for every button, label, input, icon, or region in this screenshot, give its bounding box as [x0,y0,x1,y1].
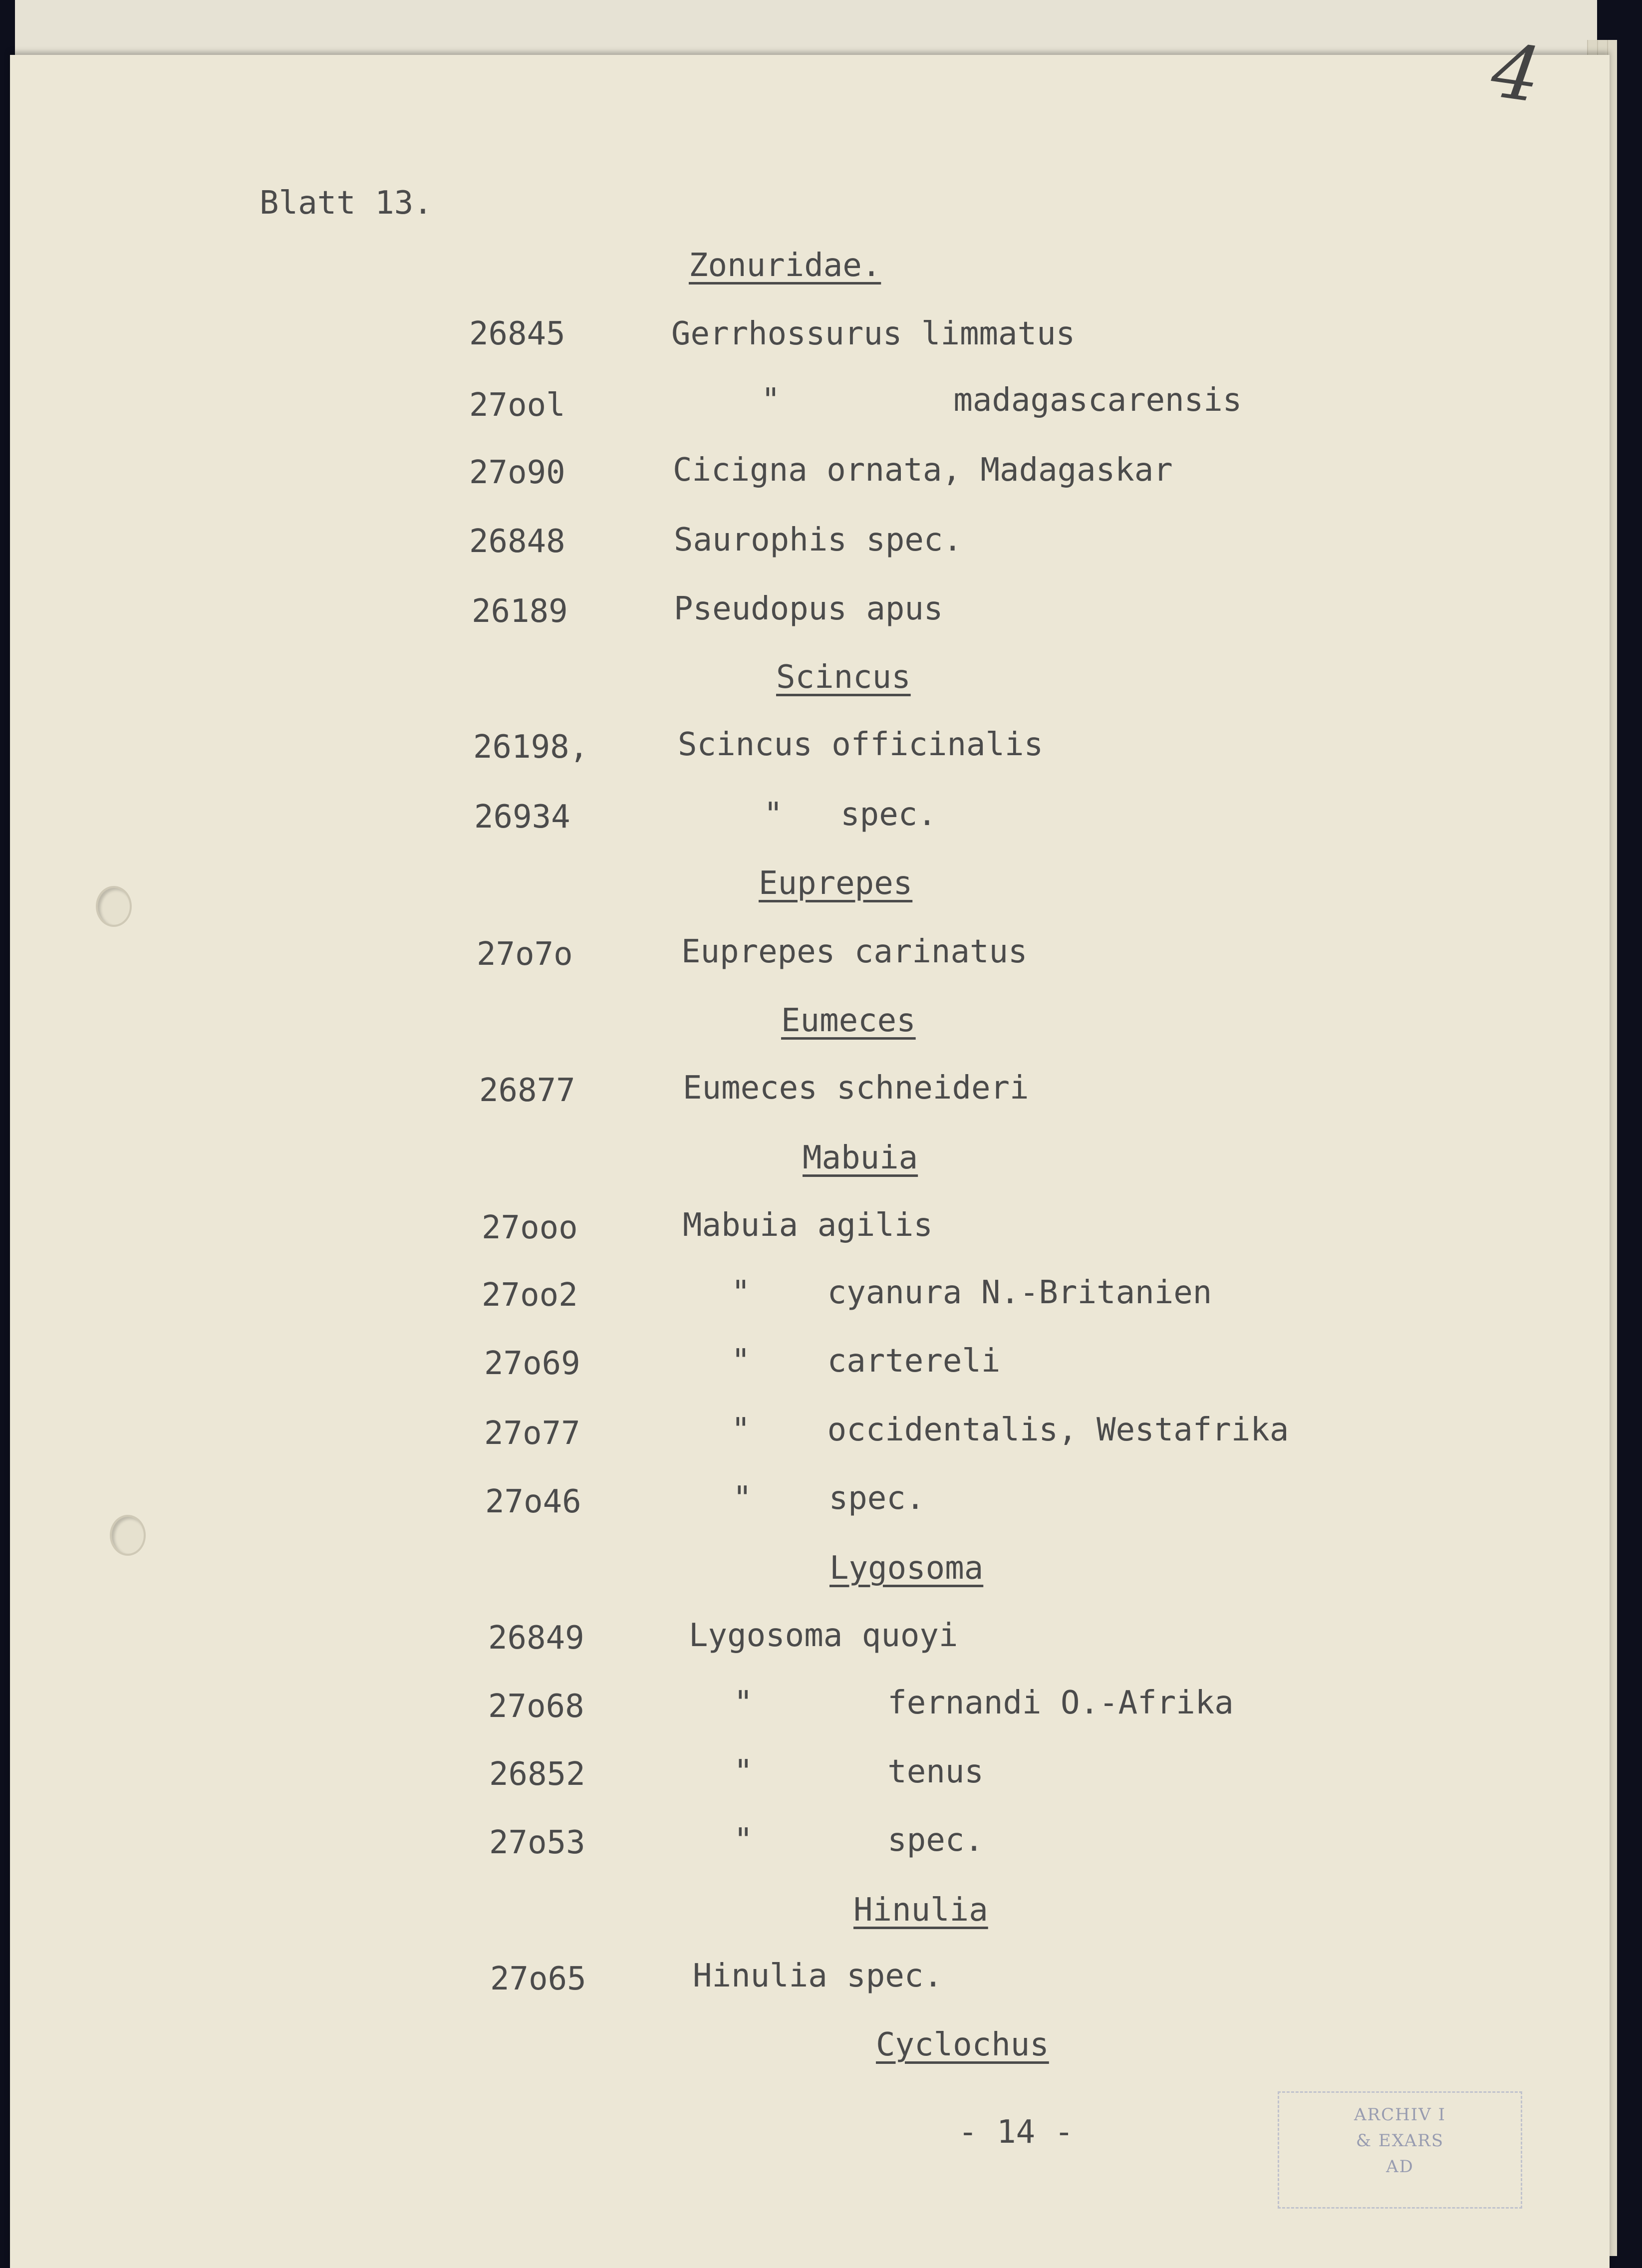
sheet-label: Blatt 13. [260,185,433,222]
species-name: " madagascarensis [761,382,1242,419]
section-heading: Mabuia [803,1139,918,1176]
catalog-number: 26848 [469,523,565,560]
species-name: Eumeces schneideri [683,1070,1029,1107]
species-name: Lygosoma quoyi [689,1617,958,1654]
section-heading: Zonuridae. [689,247,881,284]
species-name: Mabuia agilis [683,1207,933,1244]
species-name: " spec. [734,1822,984,1859]
species-name: Euprepes carinatus [681,933,1028,970]
species-name: " fernandi O.-Afrika [734,1685,1234,1721]
section-heading: Lygosoma [829,1550,984,1587]
catalog-number: 26198, [473,729,589,766]
species-name: Pseudopus apus [674,590,943,627]
catalog-number: 27o68 [488,1688,584,1725]
species-name: " tenus [734,1753,984,1790]
catalog-number: 26877 [479,1072,575,1109]
section-heading: Euprepes [759,865,913,902]
species-name: Saurophis spec. [674,522,962,559]
catalog-number: 27ooo [482,1209,578,1246]
stamp-line: & EXARS [1356,2131,1444,2151]
stamp-line: AD [1386,2157,1414,2177]
species-name: " spec. [733,1480,925,1517]
species-name: " spec. [764,796,937,833]
section-heading: Eumeces [781,1002,916,1039]
section-heading: Cyclochus [876,2026,1049,2063]
catalog-number: 27o65 [490,1961,586,1997]
archive-stamp [1278,2091,1522,2209]
species-name: Cicigna ornata, Madagaskar [673,452,1173,489]
catalog-number: 26852 [489,1756,585,1793]
catalog-number: 26934 [474,799,570,836]
punch-hole [110,1515,146,1556]
handwritten-corner-mark: 4 [1486,27,1546,120]
section-heading: Scincus [776,659,911,696]
section-heading: Hinulia [853,1892,988,1929]
punch-hole [96,886,132,927]
stamp-line: ARCHIV I [1354,2105,1446,2125]
species-name: " cyanura N.-Britanien [731,1274,1212,1311]
catalog-number: 27oo2 [482,1277,578,1314]
catalog-number: 27o7o [477,936,573,973]
species-name: " occidentalis, Westafrika [731,1412,1289,1448]
catalog-number: 27ool [469,387,565,424]
catalog-number: 26845 [469,315,565,352]
catalog-number: 27o90 [469,454,565,491]
catalog-number: 27o77 [484,1415,580,1452]
catalog-number: 26189 [472,593,568,630]
species-name: Scincus officinalis [678,726,1044,763]
species-name: " cartereli [731,1343,1001,1380]
page-number: - 14 - [958,2114,1074,2151]
catalog-number: 26849 [488,1620,584,1657]
catalog-number: 27o46 [485,1483,581,1520]
species-name: Hinulia spec. [693,1958,943,1994]
catalog-number: 27o69 [484,1345,580,1382]
species-name: Gerrhossurus limmatus [671,315,1076,352]
catalog-number: 27o53 [489,1824,585,1861]
